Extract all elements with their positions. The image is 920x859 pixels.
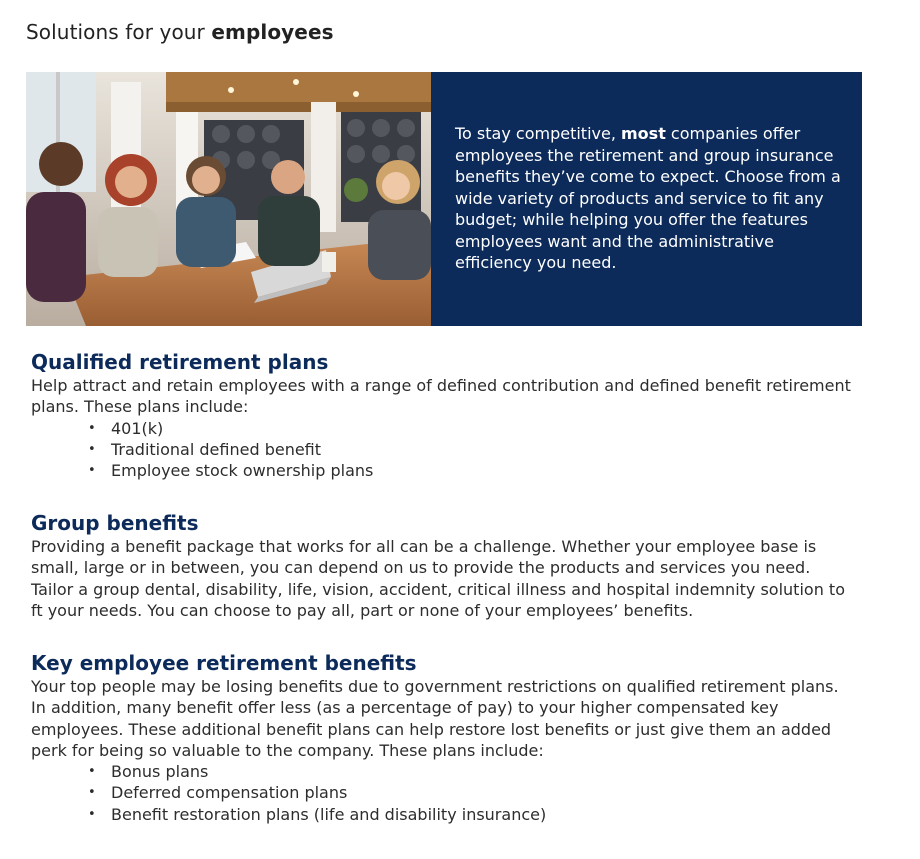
hero-photo (26, 72, 431, 326)
list-item-text: Employee stock ownership plans (111, 461, 374, 481)
bullet-icon: • (88, 785, 96, 801)
bullet-icon: • (88, 441, 96, 457)
bullet-icon: • (88, 764, 96, 780)
section-qualified-retirement (31, 349, 851, 481)
section-key-employee-retirement (31, 650, 851, 825)
hero-banner (26, 72, 862, 326)
list-item-text: 401(k) (111, 418, 164, 438)
list-item (88, 418, 851, 439)
page-title-emphasis: employees (211, 20, 334, 44)
list-item-text: Deferred compensation plans (111, 783, 348, 803)
hero-text-emphasis: most (621, 124, 666, 143)
section-body: Your top people may be losing benefits due to government restrictions on qualified retirement plans. In addition, many benefit offer less (as a percentage of pay) to your higher compensated key employees. These additional benefit plans can help restore lost benefits or just give them an added perk for being so valuable to the company. These plans include: (31, 677, 839, 760)
office-meeting-photo (26, 72, 431, 326)
page-title (26, 20, 334, 44)
bullet-icon: • (88, 420, 96, 436)
page-title-prefix: Solutions for your (26, 20, 212, 44)
list-item (88, 782, 851, 803)
section-body: Providing a benefit package that works for all can be a challenge. Whether your employee base is small, large or in between, you can depend on us to provide the products and services you need. Tailor a group dental, disability, life, vision, accident, critical illness and hospital indemnity solution to ft your needs. You can choose to pay all, part or none of your employees’ benefits. (31, 537, 845, 620)
section-heading: Qualified retirement plans (31, 350, 329, 374)
section-body: Help attract and retain employees with a range of defined contribution and defined benefit retirement plans. These plans include: (31, 376, 851, 417)
list-item (88, 761, 851, 782)
section-heading: Group benefits (31, 511, 199, 535)
list-item (88, 460, 851, 481)
section-group-benefits (31, 510, 851, 621)
list-item-text: Bonus plans (111, 762, 209, 782)
list-item-text: Benefit restoration plans (life and disability insurance) (111, 804, 547, 824)
hero-text-rest: companies offer employees the retirement and group insurance benefits they’ve come to expect. Choose from a wide variety of products and service to fit any budget; while helping you offer the features employees want and the administrative efficiency you need. (455, 124, 841, 272)
hero-text-panel (431, 72, 862, 326)
bullet-list (31, 418, 851, 482)
section-heading: Key employee retirement benefits (31, 651, 417, 675)
hero-text-start: To stay competitive, (455, 124, 621, 143)
list-item (88, 804, 851, 825)
list-item-text: Traditional defined benefit (111, 439, 322, 459)
hero-description (455, 123, 847, 274)
list-item (88, 439, 851, 460)
bullet-list (31, 761, 851, 825)
bullet-icon: • (88, 463, 96, 479)
bullet-icon: • (88, 806, 96, 822)
